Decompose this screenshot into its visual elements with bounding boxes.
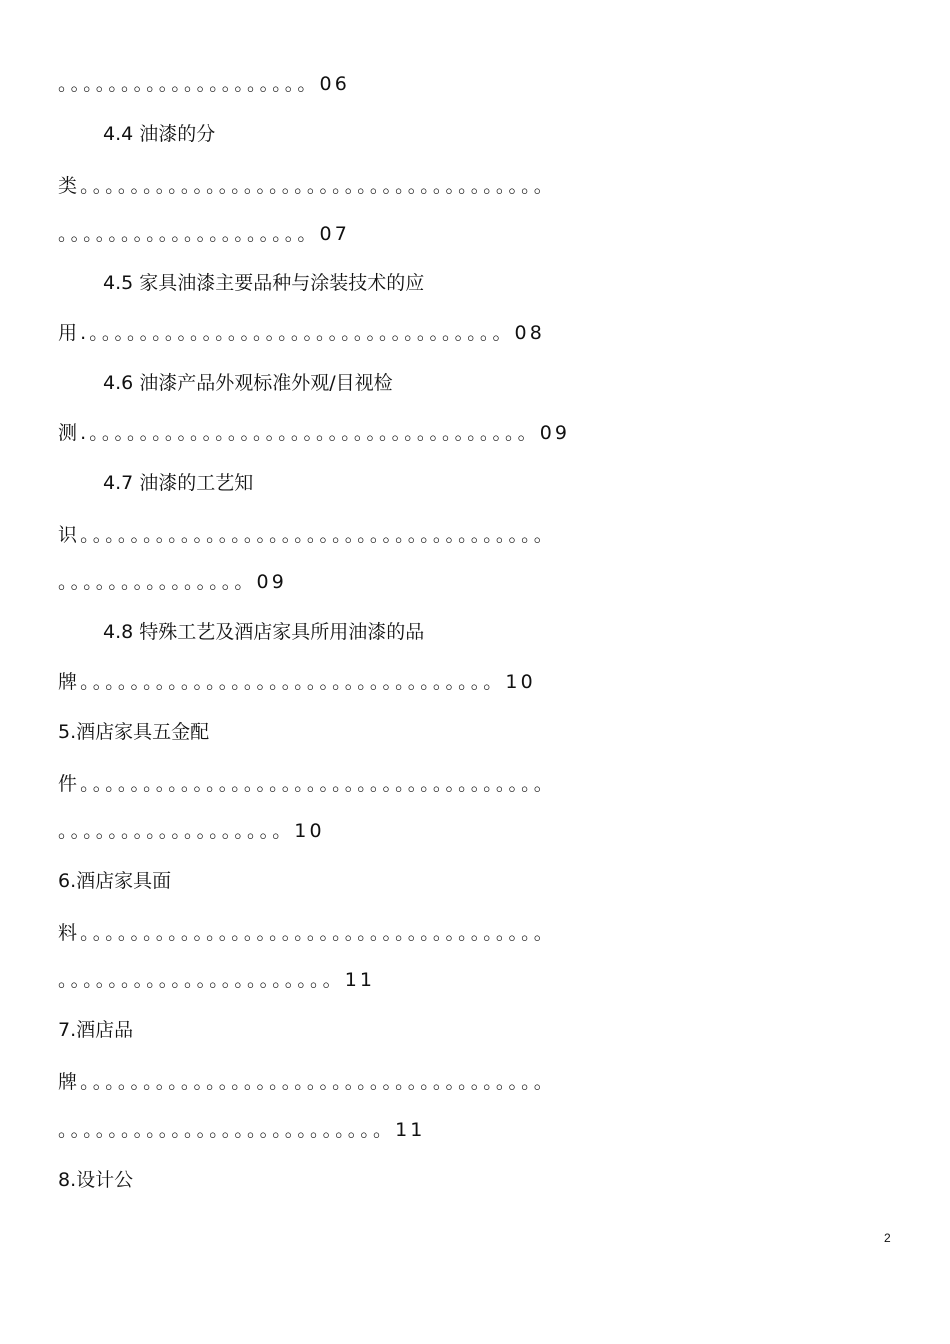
toc-entry-4-5-page: 用.。。。。。。。。。。。。。。。。。。。。。。。。。。。。。。。。。08 [58,322,545,344]
toc-entry-4-6-page: 测.。。。。。。。。。。。。。。。。。。。。。。。。。。。。。。。。。。。09 [58,422,571,444]
toc-entry-4-5-title: 4.5 家具油漆主要品种与涂装技术的应 [103,272,425,294]
toc-entry-7-page: 。。。。。。。。。。。。。。。。。。。。。。。。。。11 [58,1119,426,1141]
toc-entry-8-title: 8.设计公 [58,1169,134,1191]
toc-entry-4-4-title: 4.4 油漆的分 [103,123,216,145]
toc-entry-6-page: 。。。。。。。。。。。。。。。。。。。。。。11 [58,969,376,991]
toc-entry-4-4-page: 。。。。。。。。。。。。。。。。。。。。07 [58,223,350,245]
toc-entry-6-title: 6.酒店家具面 [58,870,172,892]
toc-entry-5-page: 。。。。。。。。。。。。。。。。。。10 [58,820,325,842]
toc-entry-5-title: 5.酒店家具五金配 [58,721,210,743]
toc-entry-4-7-dots: 识。。。。。。。。。。。。。。。。。。。。。。。。。。。。。。。。。。。。。 [58,524,556,546]
toc-entry-4-6-title: 4.6 油漆产品外观标准外观/目视检 [103,372,393,394]
page-number: 2 [884,1231,891,1245]
toc-entry-4-8-title: 4.8 特殊工艺及酒店家具所用油漆的品 [103,621,425,643]
toc-entry-7-dots: 牌。。。。。。。。。。。。。。。。。。。。。。。。。。。。。。。。。。。。。 [58,1071,556,1093]
toc-entry-7-title: 7.酒店品 [58,1019,134,1041]
toc-entry-5-dots: 件。。。。。。。。。。。。。。。。。。。。。。。。。。。。。。。。。。。。。 [58,773,556,795]
toc-entry-4-4-dots: 类。。。。。。。。。。。。。。。。。。。。。。。。。。。。。。。。。。。。。 [58,175,556,197]
toc-entry-4-7-title: 4.7 油漆的工艺知 [103,472,254,494]
toc-entry-6-dots: 料。。。。。。。。。。。。。。。。。。。。。。。。。。。。。。。。。。。。。 [58,922,556,944]
toc-entry-4-8-page: 牌。。。。。。。。。。。。。。。。。。。。。。。。。。。。。。。。。10 [58,671,536,693]
toc-entry-4-7-page: 。。。。。。。。。。。。。。。09 [58,571,287,593]
toc-entry-continuation: 。。。。。。。。。。。。。。。。。。。。06 [58,73,350,95]
